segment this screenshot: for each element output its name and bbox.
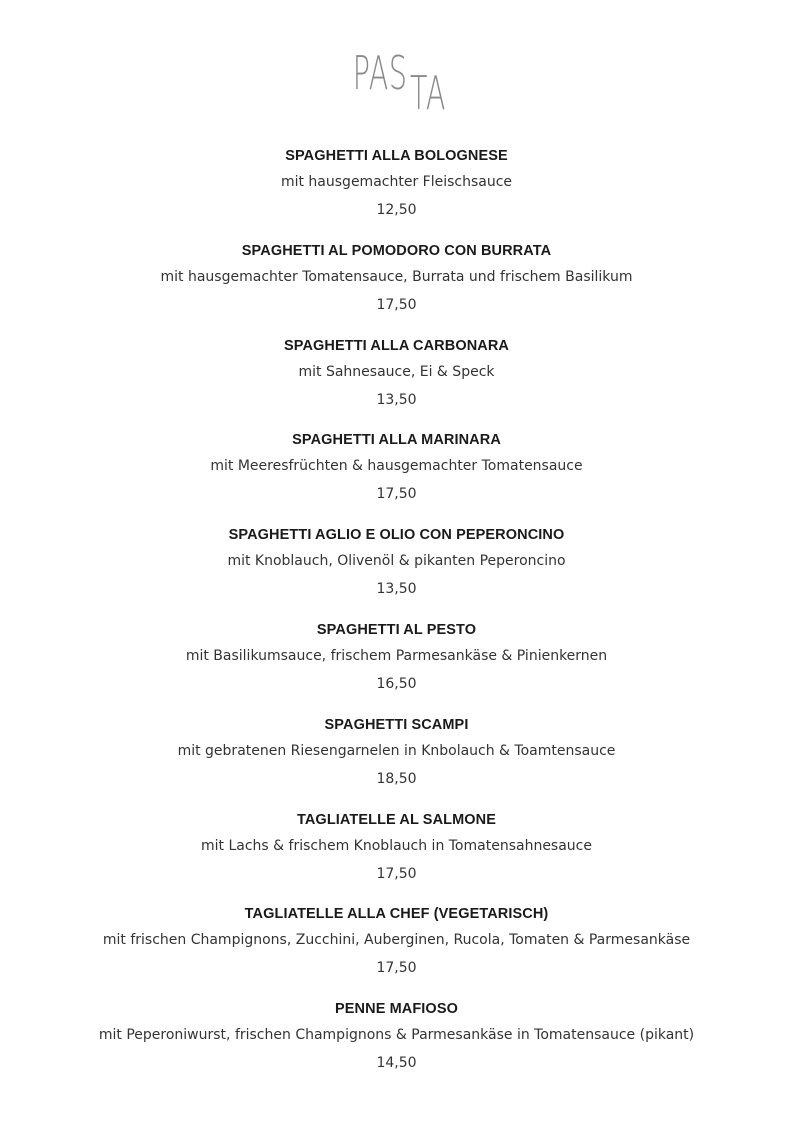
menu-item-name: SPAGHETTI AL PESTO	[316, 621, 477, 638]
pasta-menu-list	[0, 147, 793, 1095]
menu-item-price: 17,50	[376, 865, 417, 882]
menu-item-name: SPAGHETTI ALLA MARINARA	[292, 432, 501, 449]
menu-item	[0, 337, 793, 432]
menu-item	[0, 716, 793, 811]
menu-item-name: TAGLIATELLE AL SALMONE	[296, 811, 496, 828]
title-part-lower: TA	[409, 66, 446, 120]
menu-item	[0, 526, 793, 621]
menu-item-price: 12,50	[376, 202, 417, 218]
menu-item	[0, 1000, 793, 1095]
menu-item-description: mit Meeresfrüchten & hausgemachter Tomatensauce	[210, 458, 583, 475]
menu-item-name: PENNE MAFIOSO	[335, 1001, 458, 1018]
menu-item-description: mit Knoblauch, Olivenöl & pikanten Peperoncino	[227, 553, 566, 570]
menu-item-description: mit Basilikumsauce, frischem Parmesankäse & Pinienkernen	[185, 647, 608, 664]
menu-item-name: TAGLIATELLE ALLA CHEF (VEGETARISCH)	[244, 906, 549, 923]
menu-item	[0, 621, 793, 716]
menu-item-price: 16,50	[376, 675, 417, 692]
menu-item-price: 17,50	[376, 296, 417, 313]
menu-item	[0, 905, 793, 1000]
menu-item-name: SPAGHETTI AGLIO E OLIO CON PEPERONCINO	[228, 527, 565, 544]
menu-item-description: mit hausgemachter Fleischsauce	[280, 174, 513, 190]
menu-item	[0, 811, 793, 906]
menu-item-name: SPAGHETTI ALLA CARBONARA	[284, 337, 509, 354]
menu-item	[0, 242, 793, 337]
menu-item	[0, 431, 793, 526]
menu-item-description: mit Sahnesauce, Ei & Speck	[298, 363, 495, 380]
menu-item-name: SPAGHETTI SCAMPI	[324, 716, 469, 733]
menu-item-description: mit hausgemachter Tomatensauce, Burrata und frischem Basilikum	[160, 268, 633, 285]
menu-item-price: 17,50	[376, 960, 417, 977]
page-title	[0, 46, 793, 120]
menu-item-description: mit gebratenen Riesengarnelen in Knbolauch & Toamtensauce	[177, 742, 616, 759]
menu-item-price: 13,50	[376, 391, 417, 408]
menu-item-name: SPAGHETTI AL POMODORO CON BURRATA	[241, 242, 552, 259]
menu-item	[0, 147, 793, 242]
menu-item-name: SPAGHETTI ALLA BOLOGNESE	[285, 148, 508, 164]
menu-item-description: mit frischen Champignons, Zucchini, Auberginen, Rucola, Tomaten & Parmesankäse	[102, 932, 691, 949]
title-part-upper: PAS	[353, 46, 408, 100]
menu-item-price: 13,50	[376, 581, 417, 598]
menu-item-description: mit Lachs & frischem Knoblauch in Tomatensahnesauce	[201, 837, 592, 854]
menu-item-price: 14,50	[376, 1055, 417, 1072]
menu-item-price: 18,50	[376, 770, 417, 787]
menu-item-price: 17,50	[376, 486, 417, 503]
menu-item-description: mit Peperoniwurst, frischen Champignons & Parmesankäse in Tomatensauce (pikant)	[98, 1027, 695, 1044]
